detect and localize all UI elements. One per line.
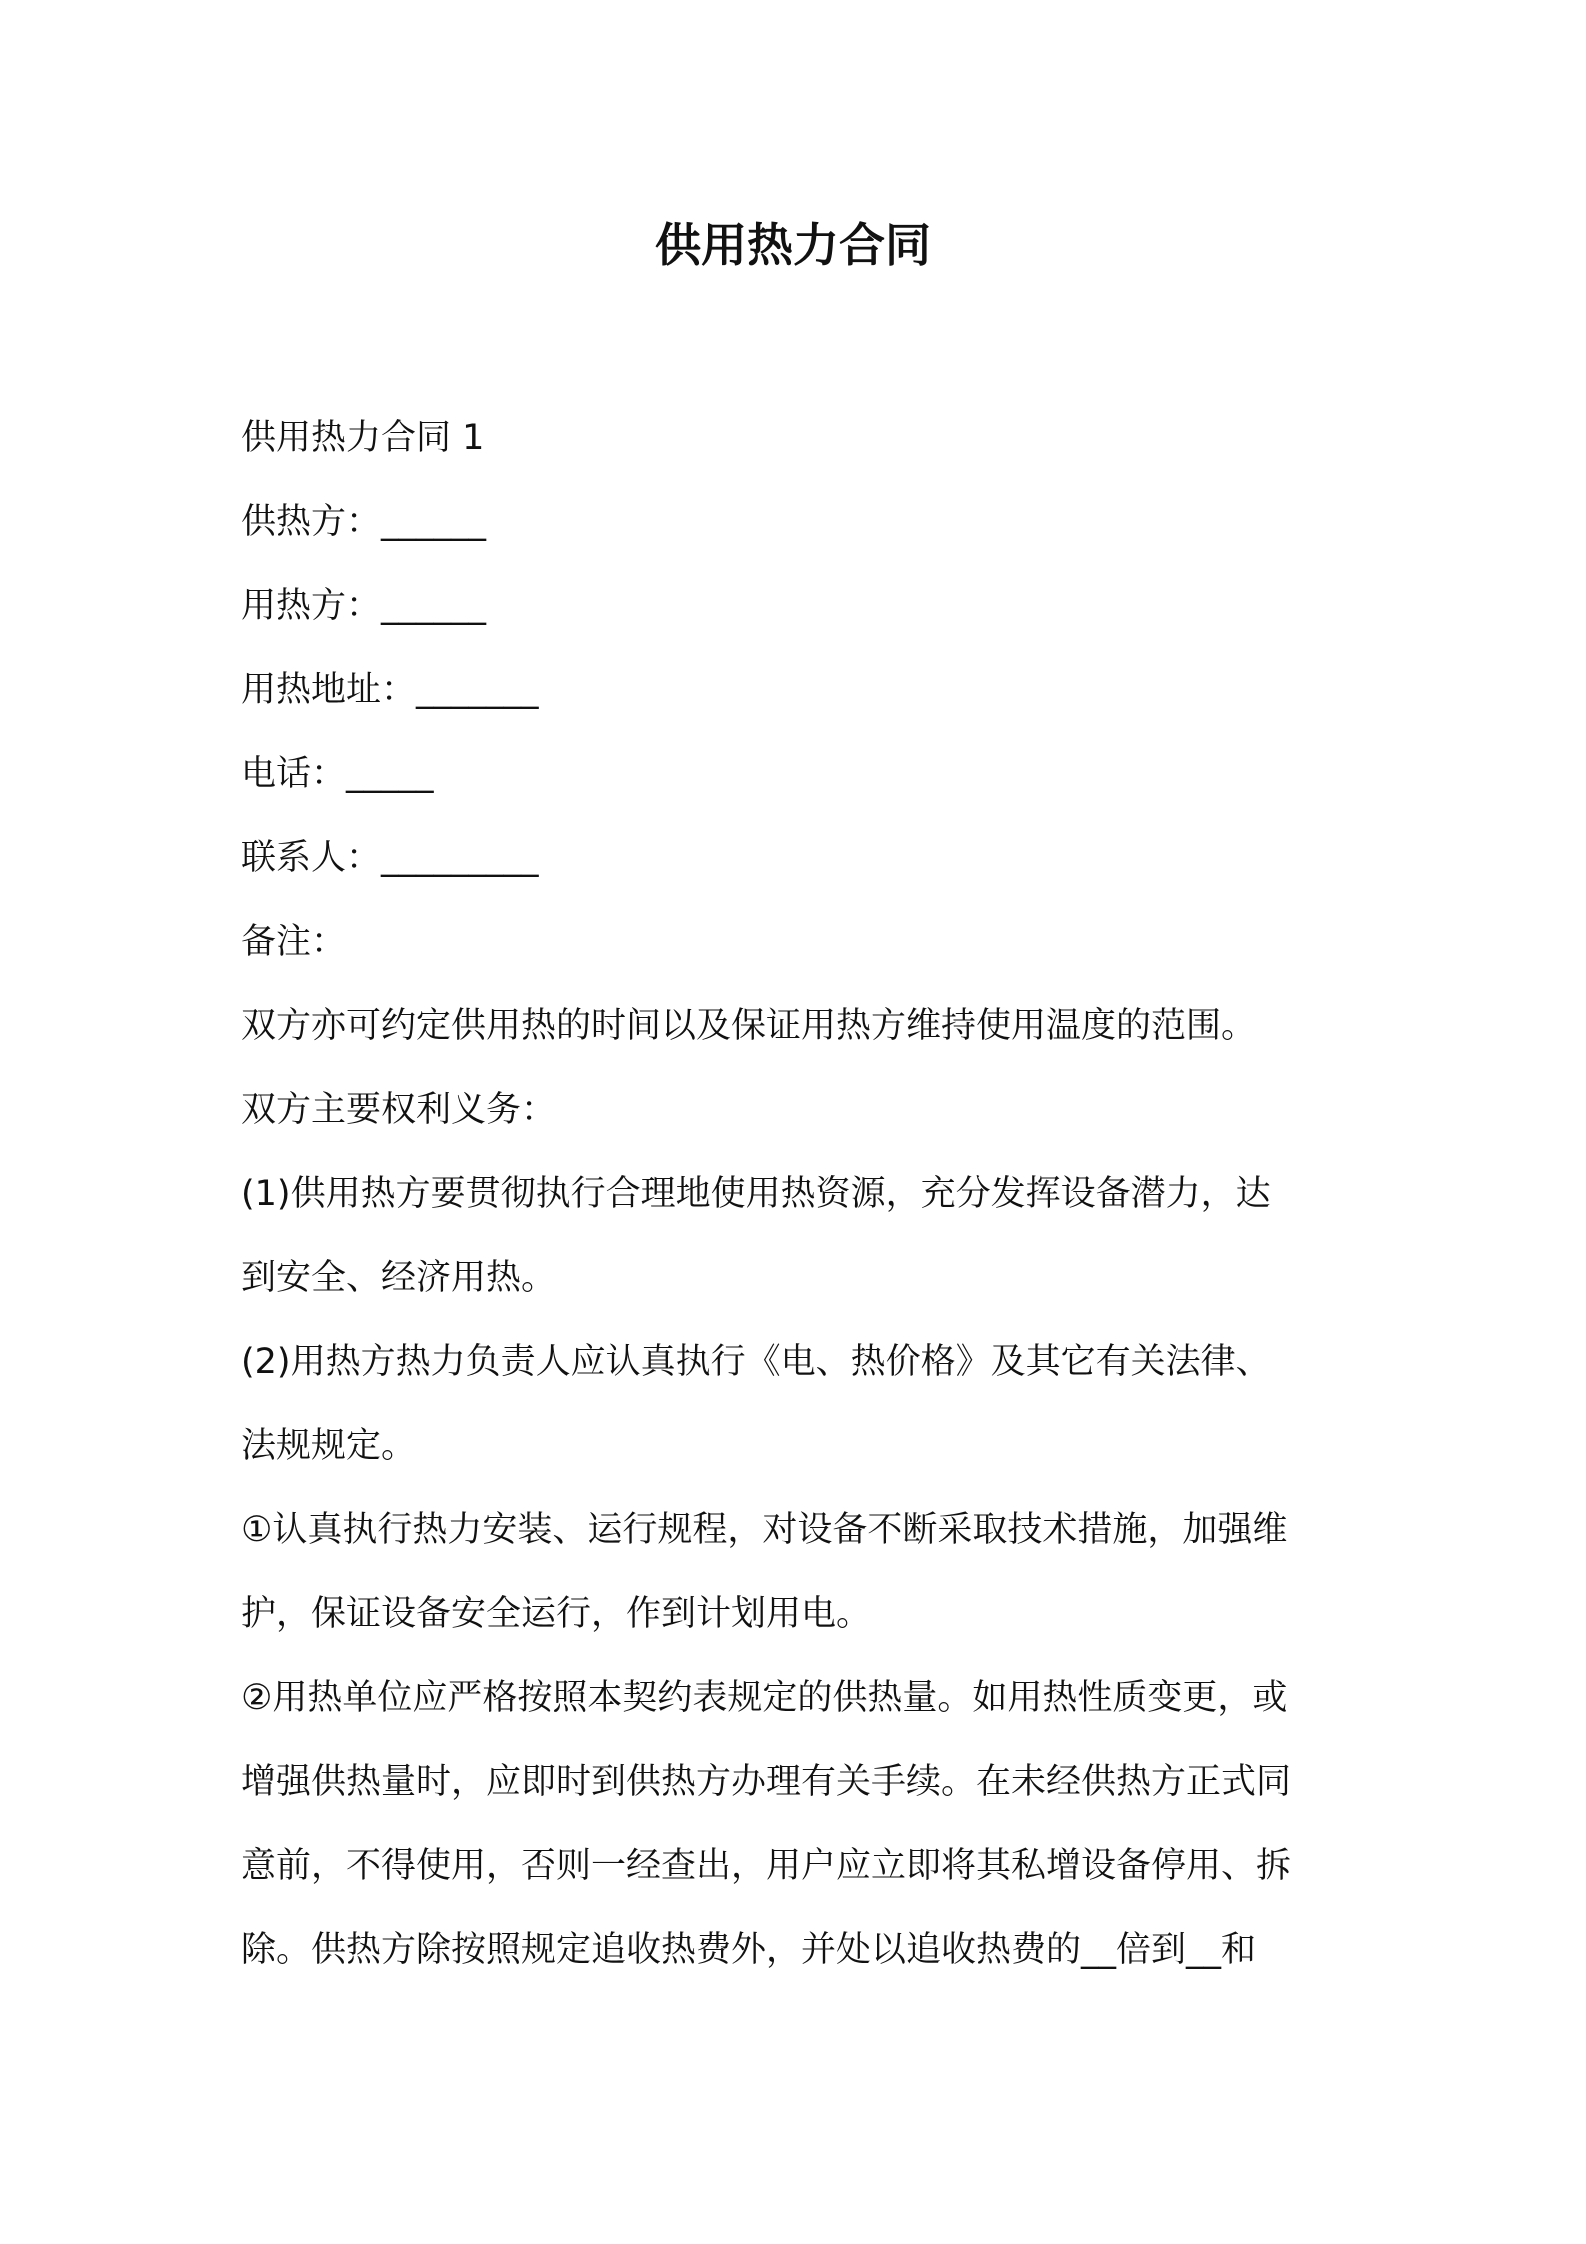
section-heading-rights-obligations: 双方主要权利义务： [241, 1090, 557, 1130]
field-remarks: 备注： [241, 922, 347, 962]
paragraph-line: 法规规定。 [241, 1426, 417, 1466]
paragraph-line: (2)用热方热力负责人应认真执行《电、热价格》及其它有关法律、 [241, 1342, 1271, 1382]
field-heat-user: 用热方：______ [241, 586, 487, 626]
field-phone: 电话：_____ [241, 754, 434, 794]
paragraph-line: 到安全、经济用热。 [241, 1258, 557, 1298]
paragraph-line: 除。供热方除按照规定追收热费外，并处以追收热费的__倍到__和 [241, 1930, 1257, 1970]
field-contact-person: 联系人：_________ [241, 838, 539, 878]
document-body [241, 396, 1351, 1992]
document-title: 供用热力合同 [655, 218, 931, 272]
paragraph-line: (1)供用热方要贯彻执行合理地使用热资源，充分发挥设备潜力，达 [241, 1174, 1271, 1214]
paragraph-line: 双方亦可约定供用热的时间以及保证用热方维持使用温度的范围。 [241, 1006, 1257, 1046]
paragraph-line: 护，保证设备安全运行，作到计划用电。 [241, 1594, 872, 1634]
paragraph-line: ①认真执行热力安装、运行规程，对设备不断采取技术措施，加强维 [241, 1510, 1288, 1550]
paragraph-line: 增强供热量时，应即时到供热方办理有关手续。在未经供热方正式同 [241, 1762, 1292, 1802]
heading-contract-1: 供用热力合同 1 [241, 418, 485, 458]
field-heat-supplier: 供热方：______ [241, 502, 487, 542]
paragraph-line: ②用热单位应严格按照本契约表规定的供热量。如用热性质变更，或 [241, 1678, 1288, 1718]
paragraph-line: 意前，不得使用，否则一经查出，用户应立即将其私增设备停用、拆 [241, 1846, 1292, 1886]
field-heat-address: 用热地址：_______ [241, 670, 539, 710]
